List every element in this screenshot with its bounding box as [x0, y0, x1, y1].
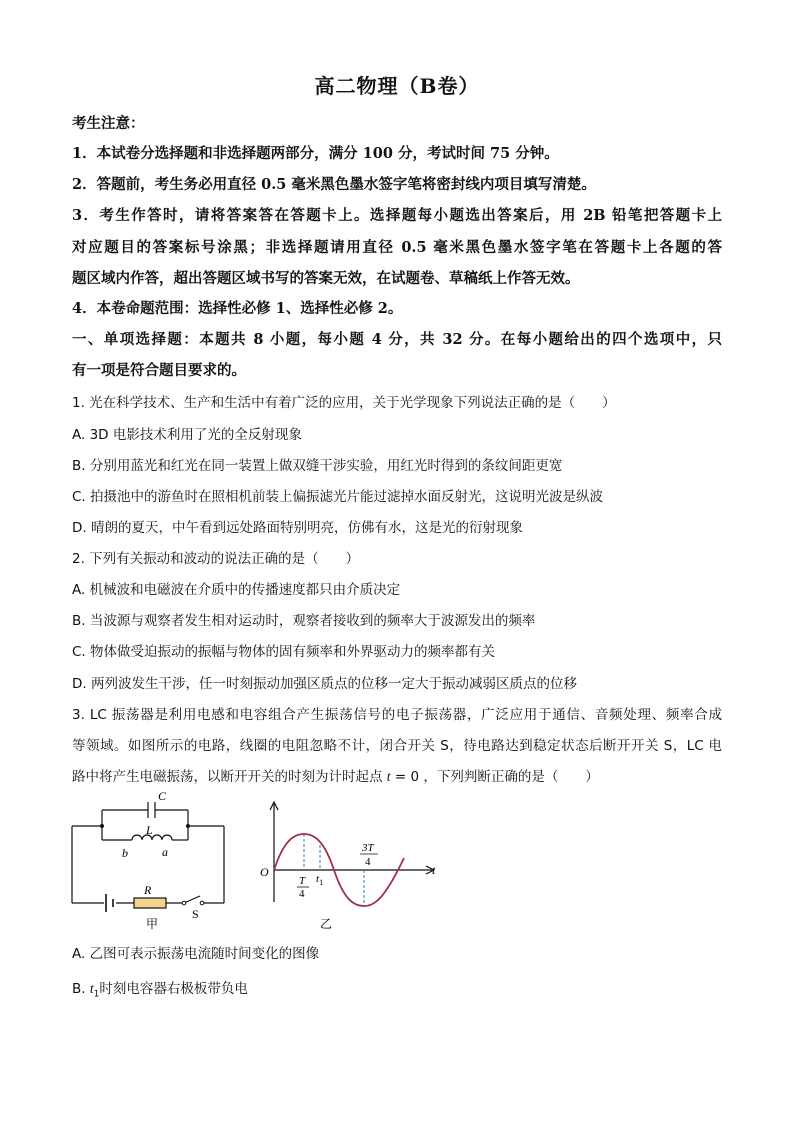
label-a: a	[162, 845, 168, 859]
q3-stem-line-2: 等领域。如图所示的电路，线圈的电阻忽略不计，闭合开关 S，待电路达到稳定状态后断开开关 S，LC 电	[72, 738, 722, 754]
q3-option-b	[72, 977, 248, 1000]
q3-option-b-sub: 1	[93, 989, 100, 1000]
q1-option-b: B. 分别用蓝光和红光在同一装置上做双缝干涉实验，用红光时得到的条纹间距更宽	[72, 458, 563, 474]
q2-option-a: A. 机械波和电磁波在介质中的传播速度都只由介质决定	[72, 582, 401, 598]
label-t-quarter-den: 4	[299, 888, 305, 900]
section-1-line-1: 一、单项选择题：本题共 8 小题，每小题 4 分，共 32 分。在每小题给出的四个选项中，只	[72, 331, 722, 348]
q1-option-a: A. 3D 电影技术利用了光的全反射现象	[72, 427, 302, 443]
q3-stem-line-1: 3. LC 振荡器是利用电感和电容组合产生振荡信号的电子振荡器，广泛应用于通信、音频处理、频率合成	[72, 707, 722, 723]
label-c: C	[158, 790, 167, 803]
label-t-quarter-num: T	[299, 875, 306, 887]
label-l: L	[146, 823, 153, 837]
label-s: S	[192, 907, 199, 921]
label-r: R	[144, 883, 152, 897]
q3-option-b-var: t	[89, 981, 94, 996]
q3-time-zero: = 0	[394, 769, 420, 785]
q3-option-a: A. 乙图可表示振荡电流随时间变化的图像	[72, 946, 320, 962]
notice-item-3-line-2: 对应题目的答案标号涂黑；非选择题请用直径 0.5 毫米黑色墨水签字笔在答题卡上各题的答	[72, 239, 722, 256]
caption-jia: 甲	[146, 917, 159, 930]
label-b: b	[122, 846, 128, 860]
q2-option-c: C. 物体做受迫振动的振幅与物体的固有频率和外界驱动力的频率都有关	[72, 644, 496, 660]
q3-stem-line-3-text-a: 路中将产生电磁振荡，以断开开关的时刻为计时起点	[72, 769, 383, 785]
q2-stem: 2. 下列有关振动和波动的说法正确的是（ ）	[72, 551, 360, 567]
q3-stem-line-3-text-b: ，下列判断正确的是（ ）	[423, 769, 599, 785]
label-t1: $t_1$	[316, 873, 324, 887]
notice-heading: 考生注意：	[72, 115, 145, 132]
notice-item-3-line-1: 3．考生作答时，请将答案答在答题卡上。选择题每小题选出答案后，用 2B 铅笔把答题卡上	[72, 207, 722, 224]
q1-stem: 1. 光在科学技术、生产和生活中有着广泛的应用，关于光学现象下列说法正确的是（ ）	[72, 395, 616, 411]
section-1-line-2: 有一项是符合题目要求的。	[72, 362, 246, 379]
q3-stem-line-3	[72, 765, 599, 785]
q1-option-d: D. 晴朗的夏天，中午看到远处路面特别明亮，仿佛有水，这是光的衍射现象	[72, 520, 523, 536]
notice-item-1: 1．本试卷分选择题和非选择题两部分，满分 100 分，考试时间 75 分钟。	[72, 145, 559, 162]
notice-item-3-line-3: 题区域内作答，超出答题区域书写的答案无效，在试题卷、草稿纸上作答无效。	[72, 270, 580, 287]
label-origin: O	[260, 865, 269, 879]
q3-option-b-rest: 时刻电容器右极板带负电	[99, 981, 248, 997]
label-3t-quarter-num: 3T	[362, 842, 374, 854]
notice-item-4: 4．本卷命题范围：选择性必修 1、选择性必修 2。	[72, 300, 403, 317]
q2-option-d: D. 两列波发生干涉，任一时刻振动加强区质点的位移一定大于振动减弱区质点的位移	[72, 676, 577, 692]
label-3t-quarter-den: 4	[365, 856, 371, 868]
q2-option-b: B. 当波源与观察者发生相对运动时，观察者接收到的频率大于波源发出的频率	[72, 613, 536, 629]
notice-item-2: 2．答题前，考生务必用直径 0.5 毫米黑色墨水签字笔将密封线内项目填写清楚。	[72, 176, 596, 193]
label-t-axis: t	[432, 863, 436, 877]
figure-yi-sine-graph	[256, 800, 442, 934]
exam-title: 高二物理（B卷）	[314, 74, 480, 98]
caption-yi: 乙	[320, 917, 333, 931]
q3-time-variable: t	[386, 769, 391, 784]
q3-option-b-prefix: B.	[72, 981, 90, 997]
q1-option-c: C. 拍摄池中的游鱼时在照相机前装上偏振滤光片能过滤掉水面反射光，这说明光波是纵波	[72, 489, 604, 505]
figure-jia-lc-circuit	[66, 790, 236, 930]
